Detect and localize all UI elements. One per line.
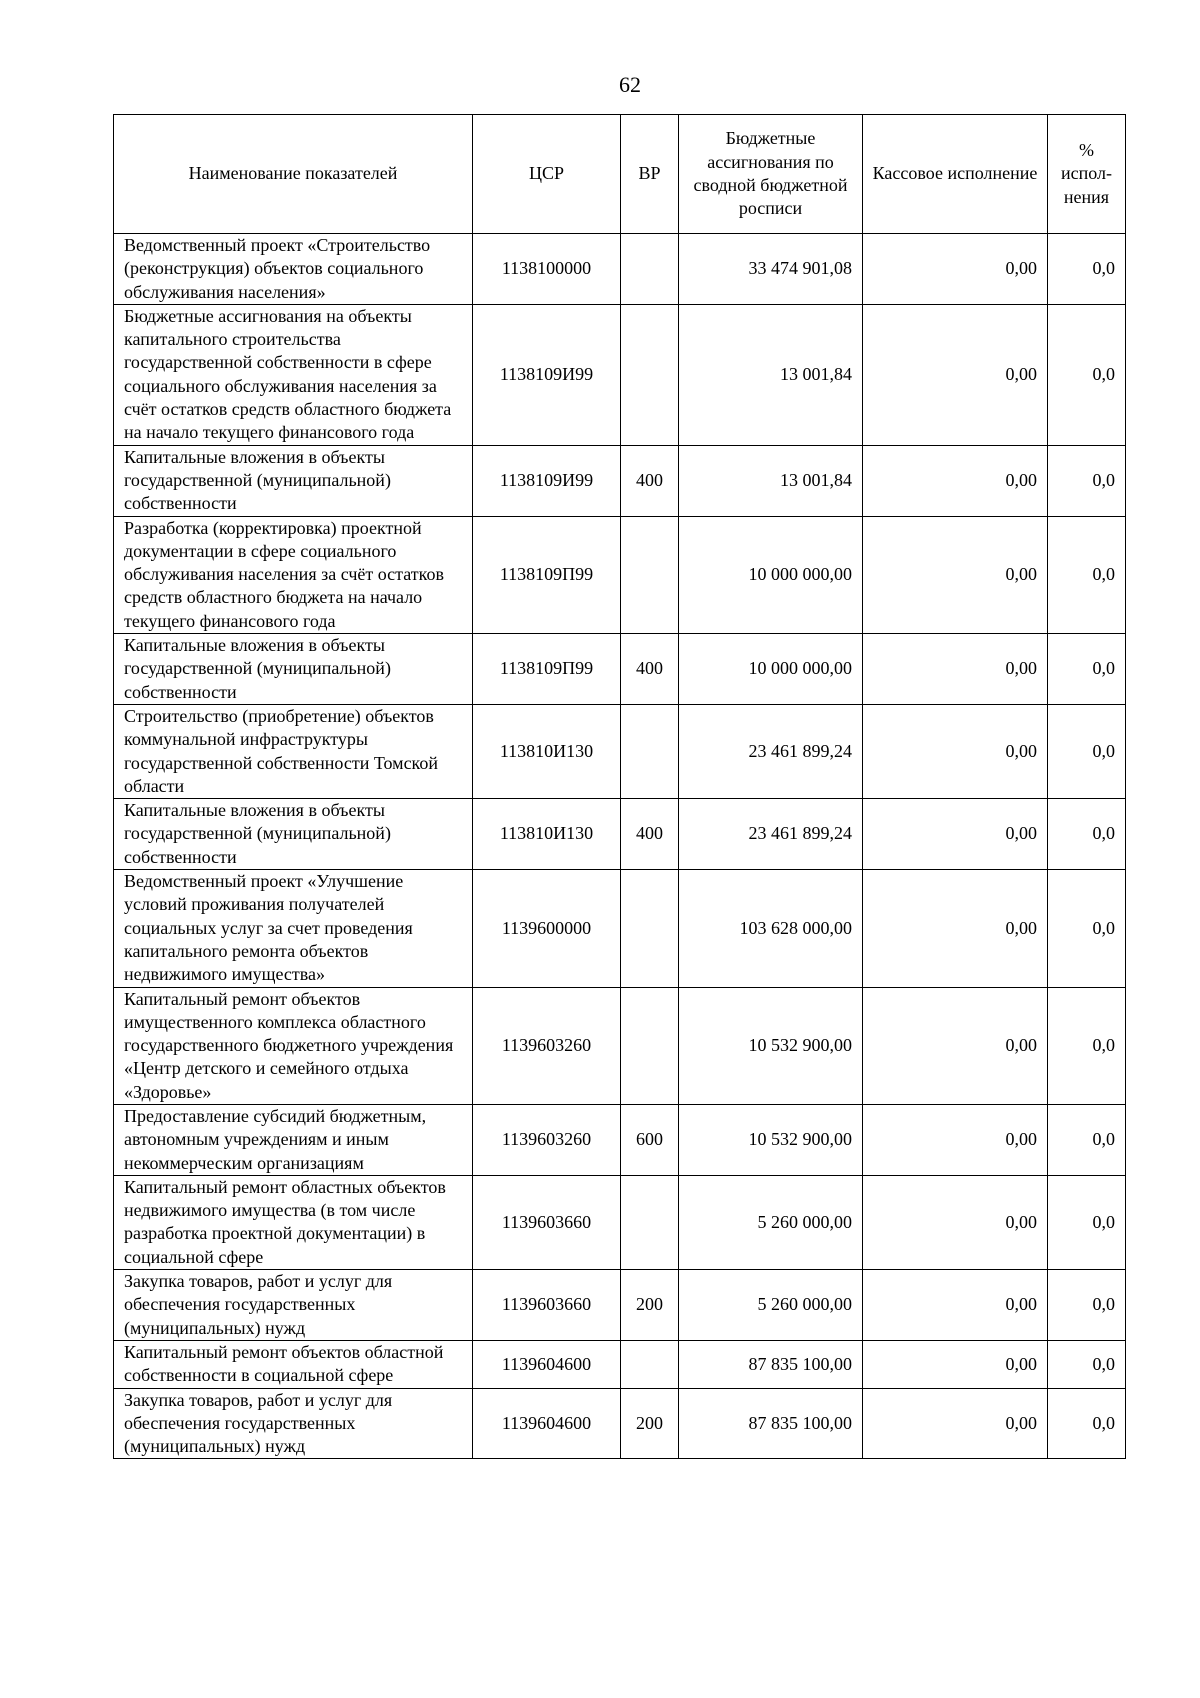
row-cash-cell: 0,00 (863, 445, 1048, 516)
row-vr-cell: 400 (621, 634, 679, 705)
row-percent-cell: 0,0 (1048, 516, 1126, 633)
row-cash-cell: 0,00 (863, 234, 1048, 305)
row-vr-cell (621, 704, 679, 798)
row-name-cell: Бюджетные ассигнования на объекты капитального строительства государственной собственности в сфере социального обслуживания населения за счёт остатков средств областного бюджета на начало текущего финансового года (114, 304, 473, 445)
row-vr-cell: 600 (621, 1104, 679, 1175)
row-name-cell: Закупка товаров, работ и услуг для обеспечения государственных (муниципальных) нужд (114, 1270, 473, 1341)
row-cash-cell: 0,00 (863, 799, 1048, 870)
row-csr-cell: 1138109И99 (473, 445, 621, 516)
page-number: 62 (619, 72, 641, 97)
row-name-cell: Капитальные вложения в объекты государственной (муниципальной) собственности (114, 634, 473, 705)
row-percent-cell: 0,0 (1048, 304, 1126, 445)
row-csr-cell: 1139604600 (473, 1388, 621, 1459)
header-name: Наименование показателей (114, 115, 473, 234)
row-name-cell: Капитальный ремонт объектов областной собственности в социальной сфере (114, 1340, 473, 1388)
row-budget-cell: 33 474 901,08 (679, 234, 863, 305)
row-vr-cell (621, 516, 679, 633)
table-row (114, 516, 1126, 633)
table-row (114, 1104, 1126, 1175)
row-budget-cell: 10 000 000,00 (679, 516, 863, 633)
row-budget-cell: 103 628 000,00 (679, 870, 863, 987)
row-csr-cell: 1138109И99 (473, 304, 621, 445)
row-percent-cell: 0,0 (1048, 1388, 1126, 1459)
row-cash-cell: 0,00 (863, 634, 1048, 705)
table-row (114, 1340, 1126, 1388)
header-csr: ЦСР (473, 115, 621, 234)
row-name-cell: Капитальный ремонт областных объектов недвижимого имущества (в том числе разработка проектной документации) в социальной сфере (114, 1175, 473, 1269)
row-percent-cell: 0,0 (1048, 445, 1126, 516)
row-name-cell: Капитальные вложения в объекты государственной (муниципальной) собственности (114, 445, 473, 516)
row-vr-cell (621, 1175, 679, 1269)
row-budget-cell: 10 532 900,00 (679, 987, 863, 1104)
table-row (114, 445, 1126, 516)
row-percent-cell: 0,0 (1048, 870, 1126, 987)
row-cash-cell: 0,00 (863, 1270, 1048, 1341)
row-cash-cell: 0,00 (863, 1104, 1048, 1175)
row-csr-cell: 1138109П99 (473, 634, 621, 705)
row-budget-cell: 5 260 000,00 (679, 1175, 863, 1269)
row-cash-cell: 0,00 (863, 516, 1048, 633)
table-row (114, 634, 1126, 705)
row-budget-cell: 13 001,84 (679, 445, 863, 516)
row-cash-cell: 0,00 (863, 870, 1048, 987)
row-percent-cell: 0,0 (1048, 1270, 1126, 1341)
row-vr-cell: 400 (621, 445, 679, 516)
row-cash-cell: 0,00 (863, 1175, 1048, 1269)
row-csr-cell: 113810И130 (473, 799, 621, 870)
row-budget-cell: 87 835 100,00 (679, 1340, 863, 1388)
row-percent-cell: 0,0 (1048, 987, 1126, 1104)
row-vr-cell (621, 1340, 679, 1388)
table-row (114, 234, 1126, 305)
row-vr-cell (621, 234, 679, 305)
row-budget-cell: 10 000 000,00 (679, 634, 863, 705)
row-budget-cell: 13 001,84 (679, 304, 863, 445)
row-cash-cell: 0,00 (863, 704, 1048, 798)
header-budget: Бюджетные ассигнования по сводной бюджетной росписи (679, 115, 863, 234)
table-row (114, 987, 1126, 1104)
row-name-cell: Закупка товаров, работ и услуг для обеспечения государственных (муниципальных) нужд (114, 1388, 473, 1459)
row-vr-cell: 200 (621, 1388, 679, 1459)
row-vr-cell (621, 870, 679, 987)
row-name-cell: Ведомственный проект «Улучшение условий проживания получателей социальных услуг за счет проведения капитального ремонта объектов недвижимого имущества» (114, 870, 473, 987)
row-csr-cell: 1139603660 (473, 1270, 621, 1341)
row-percent-cell: 0,0 (1048, 704, 1126, 798)
row-name-cell: Капитальный ремонт объектов имущественного комплекса областного государственного бюджетного учреждения «Центр детского и семейного отдыха «Здоровье» (114, 987, 473, 1104)
row-csr-cell: 1138109П99 (473, 516, 621, 633)
row-cash-cell: 0,00 (863, 304, 1048, 445)
row-percent-cell: 0,0 (1048, 1175, 1126, 1269)
table-row (114, 1388, 1126, 1459)
row-vr-cell: 400 (621, 799, 679, 870)
header-vr: ВР (621, 115, 679, 234)
table-row (114, 304, 1126, 445)
table-body (114, 234, 1126, 1459)
row-csr-cell: 113810И130 (473, 704, 621, 798)
table-row (114, 1175, 1126, 1269)
row-percent-cell: 0,0 (1048, 634, 1126, 705)
row-name-cell: Капитальные вложения в объекты государственной (муниципальной) собственности (114, 799, 473, 870)
table-header (114, 115, 1126, 234)
budget-execution-table (113, 114, 1126, 1459)
row-name-cell: Разработка (корректировка) проектной документации в сфере социального обслуживания населения за счёт остатков средств областного бюджета на начало текущего финансового года (114, 516, 473, 633)
table-row (114, 799, 1126, 870)
row-percent-cell: 0,0 (1048, 799, 1126, 870)
row-cash-cell: 0,00 (863, 1340, 1048, 1388)
row-percent-cell: 0,0 (1048, 1104, 1126, 1175)
row-vr-cell (621, 304, 679, 445)
row-budget-cell: 5 260 000,00 (679, 1270, 863, 1341)
row-csr-cell: 1139600000 (473, 870, 621, 987)
header-cash: Кассовое исполнение (863, 115, 1048, 234)
row-budget-cell: 23 461 899,24 (679, 799, 863, 870)
table-row (114, 704, 1126, 798)
row-budget-cell: 87 835 100,00 (679, 1388, 863, 1459)
row-budget-cell: 10 532 900,00 (679, 1104, 863, 1175)
row-name-cell: Предоставление субсидий бюджетным, автономным учреждениям и иным некоммерческим организациям (114, 1104, 473, 1175)
header-percent: % испол-нения (1048, 115, 1126, 234)
header-row (114, 115, 1126, 234)
row-cash-cell: 0,00 (863, 1388, 1048, 1459)
table-row (114, 1270, 1126, 1341)
row-csr-cell: 1139604600 (473, 1340, 621, 1388)
row-csr-cell: 1138100000 (473, 234, 621, 305)
row-name-cell: Строительство (приобретение) объектов коммунальной инфраструктуры государственной собственности Томской области (114, 704, 473, 798)
row-vr-cell: 200 (621, 1270, 679, 1341)
row-percent-cell: 0,0 (1048, 1340, 1126, 1388)
row-csr-cell: 1139603660 (473, 1175, 621, 1269)
row-name-cell: Ведомственный проект «Строительство (реконструкция) объектов социального обслуживания населения» (114, 234, 473, 305)
row-vr-cell (621, 987, 679, 1104)
row-csr-cell: 1139603260 (473, 1104, 621, 1175)
table-row (114, 870, 1126, 987)
row-percent-cell: 0,0 (1048, 234, 1126, 305)
row-budget-cell: 23 461 899,24 (679, 704, 863, 798)
row-cash-cell: 0,00 (863, 987, 1048, 1104)
row-csr-cell: 1139603260 (473, 987, 621, 1104)
